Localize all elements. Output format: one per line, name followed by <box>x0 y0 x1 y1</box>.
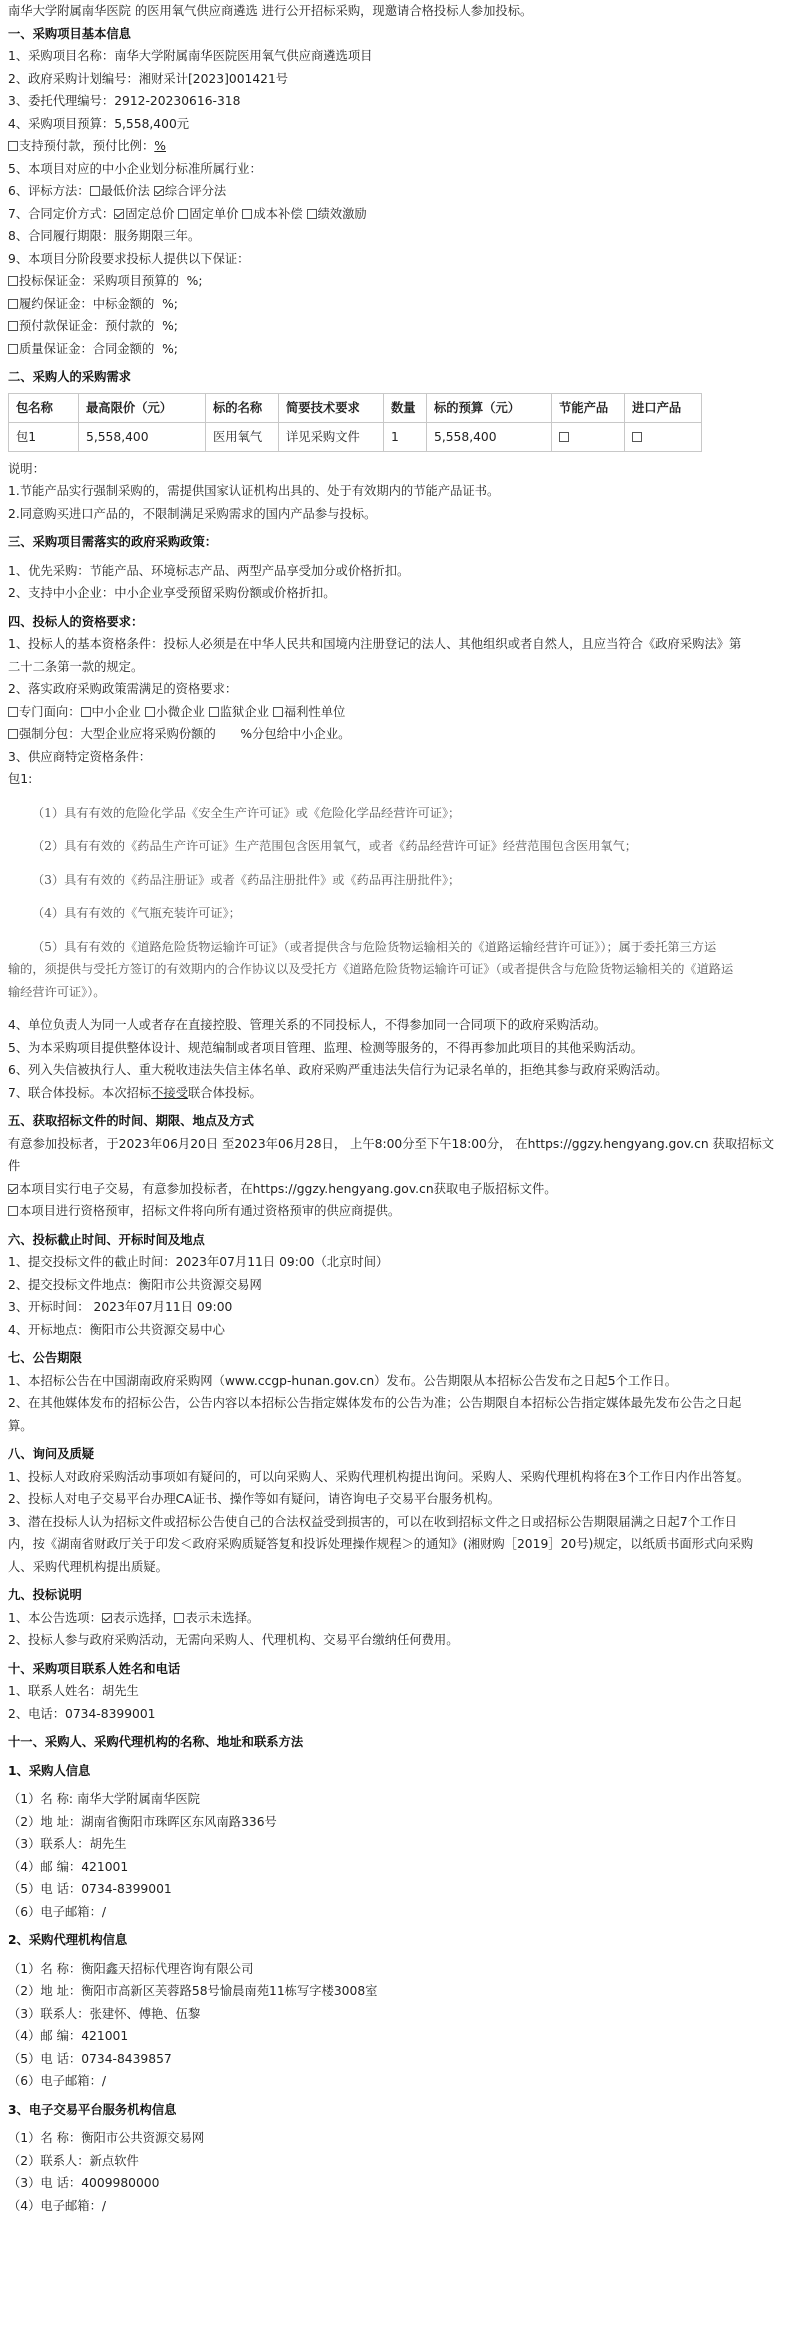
checkbox-icon <box>8 729 18 739</box>
table-cell: 医用氧气 <box>206 422 279 451</box>
checkbox-icon <box>8 299 18 309</box>
agency-heading: 2、采购代理机构信息 <box>8 1933 128 1947</box>
submission-location: 2、提交投标文件地点：衡阳市公共资源交易网 <box>8 1277 262 1292</box>
contract-term: 8、合同履行期限：服务期限三年。 <box>8 229 201 243</box>
column-header: 进口产品 <box>625 393 702 422</box>
note-energy-saving: 1.节能产品实行强制采购的，需提供国家认证机构出具的、处于有效期内的节能产品证书。 <box>8 484 500 498</box>
guarantee-intro: 9、本项目分阶段要求投标人提供以下保证： <box>8 251 250 266</box>
table-cell <box>552 422 625 451</box>
inquiry-rule: 2、投标人对电子交易平台办理CA证书、操作等如有疑问，请咨询电子交易平台服务机构。 <box>8 1492 501 1506</box>
prequalification-option: 本项目进行资格预审，招标文件将向所有通过资格预审的供应商提供。 <box>8 1200 792 1223</box>
agency-number: 3、委托代理编号：2912-20230616-318 <box>8 94 241 108</box>
column-header: 节能产品 <box>552 393 625 422</box>
section-heading-qualifications: 四、投标人的资格要求： <box>8 614 144 629</box>
buyer-name: （1）名 称: 南华大学附属南华医院 <box>8 1792 200 1806</box>
policy-priority: 1、优先采购：节能产品、环境标志产品、两型产品享受加分或价格折扣。 <box>8 563 410 578</box>
section-heading-basic-info: 一、采购项目基本信息 <box>8 26 131 41</box>
checkbox-icon <box>632 432 642 442</box>
evaluation-method: 6、评标方法： 最低价法 综合评分法 <box>8 184 227 198</box>
column-header: 数量 <box>384 393 427 422</box>
table-cell: 包1 <box>9 422 79 451</box>
section-heading-announcement-period: 七、公告期限 <box>8 1351 82 1365</box>
electronic-trading-option: 本项目实行电子交易，有意参加投标者，在https://ggzy.hengyang.gov.cn获取电子版招标文件。 <box>8 1178 792 1201</box>
checkbox-icon <box>8 321 18 331</box>
submission-deadline: 1、提交投标文件的截止时间：2023年07月11日 09:00（北京时间） <box>8 1255 389 1269</box>
platform-phone: （3）电 话：4009980000 <box>8 2176 160 2190</box>
contact-phone: 2、电话：0734-8399001 <box>8 1706 156 1721</box>
agency-phone: （5）电 话：0734-8439857 <box>8 2051 172 2066</box>
platform-heading: 3、电子交易平台服务机构信息 <box>8 2102 177 2117</box>
buyer-phone: （5）电 话：0734-8399001 <box>8 1882 172 1896</box>
agency-name: （1）名 称：衡阳鑫天招标代理咨询有限公司 <box>8 1961 254 1976</box>
platform-email: （4）电子邮箱：/ <box>8 2198 107 2213</box>
column-header: 标的名称 <box>206 393 279 422</box>
sme-industry: 5、本项目对应的中小企业划分标准所属行业： <box>8 161 262 176</box>
section-heading-deadline: 六、投标截止时间、开标时间及地点 <box>8 1232 205 1247</box>
checkbox-icon <box>174 1613 184 1623</box>
buyer-email: （6）电子邮箱：/ <box>8 1904 107 1919</box>
buyer-address: （2）地 址：湖南省衡阳市珠晖区东风南路336号 <box>8 1814 277 1829</box>
qualification-item: （4）具有有效的《气瓶充装许可证》； <box>32 906 241 920</box>
specific-qualification: 3、供应商特定资格条件： <box>8 749 152 764</box>
challenge-rule: 3、潜在投标人认为招标文件或招标公告使自己的合法权益受到损害的，可以在收到招标文件之日或招标公告期限届满之日起7个工作日 <box>8 1514 737 1529</box>
platform-contact: （2）联系人：新点软件 <box>8 2153 139 2168</box>
inquiry-rule: 1、投标人对政府采购活动事项如有疑问的，可以向采购人、采购代理机构提出询问。采购人、采购代理机构将在3个工作日内作出答复。 <box>8 1469 750 1484</box>
section-heading-obtain-documents: 五、获取招标文件的时间、期限、地点及方式 <box>8 1114 254 1128</box>
note-import: 2.同意购买进口产品的，不限制满足采购需求的国内产品参与投标。 <box>8 506 377 521</box>
checkbox-icon <box>307 209 317 219</box>
qualification-rule: 6、列入失信被执行人、重大税收违法失信主体名单、政府采购严重违法失信行为记录名单的，拒绝其参与政府采购活动。 <box>8 1063 668 1077</box>
mandatory-subcontract: 强制分包：大型企业应将采购份额的 %分包给中小企业。 <box>8 723 792 746</box>
basic-qualification: 1、投标人的基本资格条件：投标人必须是在中华人民共和国境内注册登记的法人、其他组织或者自然人，且应当符合《政府采购法》第 <box>8 637 742 651</box>
buyer-heading: 1、采购人信息 <box>8 1763 91 1778</box>
guarantee-quality: 质量保证金：合同金额的 %; <box>8 338 792 361</box>
buyer-postcode: （4）邮 编：421001 <box>8 1859 129 1874</box>
checkbox-icon <box>90 186 100 196</box>
agency-email: （6）电子邮箱：/ <box>8 2074 107 2088</box>
column-header: 标的预算（元） <box>427 393 552 422</box>
section-heading-organizations: 十一、采购人、采购代理机构的名称、地址和联系方法 <box>8 1735 304 1749</box>
checkbox-icon <box>178 209 188 219</box>
checked-checkbox-icon <box>8 1184 18 1194</box>
checkbox-icon <box>242 209 252 219</box>
qualification-rule: 4、单位负责人为同一人或者存在直接控股、管理关系的不同投标人，不得参加同一合同项下的政府采购活动。 <box>8 1018 607 1032</box>
checkbox-icon <box>8 1206 18 1216</box>
other-media: 2、在其他媒体发布的招标公告，公告内容以本招标公告指定媒体发布的公告为准；公告期限自本招标公告指定媒体最先发布公告之日起 <box>8 1396 742 1410</box>
guarantee-bid: 投标保证金：采购项目预算的 %; <box>8 270 792 293</box>
checkbox-icon <box>8 344 18 354</box>
guarantee-prepayment: 预付款保证金：预付款的 %; <box>8 315 792 338</box>
option-legend: 1、本公告选项： 表示选择， 表示未选择。 <box>8 1610 260 1625</box>
agency-postcode: （4）邮 编：421001 <box>8 2029 129 2043</box>
qualification-item: （1）具有有效的危险化学品《安全生产许可证》或《危险化学品经营许可证》； <box>32 805 461 820</box>
dedicated-target: 专门面向： 中小企业 小微企业 监狱企业 福利性单位 <box>8 701 792 724</box>
buyer-contact: （3）联系人：胡先生 <box>8 1837 127 1851</box>
checkbox-icon <box>145 707 155 717</box>
section-heading-inquiries: 八、询问及质疑 <box>8 1447 95 1461</box>
announcement-period: 1、本招标公告在中国湖南政府采购网（www.ccgp-hunan.gov.cn）发布。公告期限从本招标公告发布之日起5个工作日。 <box>8 1373 678 1388</box>
checked-checkbox-icon <box>114 209 124 219</box>
column-header: 最高限价（元） <box>79 393 206 422</box>
opening-time: 3、开标时间： 2023年07月11日 09:00 <box>8 1300 233 1314</box>
section-heading-contact: 十、采购项目联系人姓名和电话 <box>8 1661 181 1676</box>
obtain-period-cont: 件 <box>8 1159 21 1173</box>
table-header-row <box>9 393 702 422</box>
policy-sme: 2、支持中小企业：中小企业享受预留采购份额或价格折扣。 <box>8 586 336 600</box>
qualification-item-cont: 输的，须提供与受托方签订的有效期内的合作协议以及受托方《道路危险货物运输许可证》（或者提供含与危险货物运输相关的《道路运 <box>8 962 734 976</box>
section-heading-policies: 三、采购项目需落实的政府采购政策： <box>8 535 218 549</box>
opening-location: 4、开标地点：衡阳市公共资源交易中心 <box>8 1322 225 1337</box>
note-label: 说明： <box>8 461 45 476</box>
guarantee-performance: 履约保证金：中标金额的 %; <box>8 293 792 316</box>
section-heading-bid-notes: 九、投标说明 <box>8 1588 82 1602</box>
agency-contact: （3）联系人：张建怀、傅艳、伍黎 <box>8 2006 201 2021</box>
checkbox-icon <box>273 707 283 717</box>
table-cell: 5,558,400 <box>427 422 552 451</box>
column-header: 简要技术要求 <box>279 393 384 422</box>
consortium-rule: 7、联合体投标。本次招标不接受联合体投标。 <box>8 1085 262 1100</box>
basic-qualification-cont: 二十二条第一款的规定。 <box>8 659 144 674</box>
table-cell: 5,558,400 <box>79 422 206 451</box>
contract-pricing: 7、合同定价方式： 固定总价 固定单价 成本补偿 绩效激励 <box>8 206 367 221</box>
platform-name: （1）名 称：衡阳市公共资源交易网 <box>8 2131 205 2145</box>
checked-checkbox-icon <box>154 186 164 196</box>
agency-address: （2）地 址：衡阳市高新区芙蓉路58号愉晨南苑11栋写字楼3008室 <box>8 1984 378 1998</box>
challenge-rule-cont: 人、采购代理机构提出质疑。 <box>8 1559 168 1574</box>
checkbox-icon <box>8 707 18 717</box>
qualification-rule: 5、为本采购项目提供整体设计、规范编制或者项目管理、监理、检测等服务的，不得再参加此项目的其他采购活动。 <box>8 1040 643 1055</box>
contact-name: 1、联系人姓名：胡先生 <box>8 1684 139 1698</box>
obtain-period: 有意参加投标者，于2023年06月20日 至2023年06月28日， 上午8:00分至下午18:00分， 在https://ggzy.hengyang.gov.cn 获取招标文 <box>8 1136 775 1151</box>
table-cell <box>625 422 702 451</box>
checkbox-icon <box>209 707 219 717</box>
checked-checkbox-icon <box>102 1613 112 1623</box>
section-heading-requirements: 二、采购人的采购需求 <box>8 370 131 384</box>
table-cell: 1 <box>384 422 427 451</box>
qualification-item-cont: 输经营许可证》）。 <box>8 984 106 999</box>
prepayment-option: 支持预付款，预付比例：% <box>8 135 792 158</box>
no-fee-note: 2、投标人参与政府采购活动，无需向采购人、代理机构、交易平台缴纳任何费用。 <box>8 1633 459 1647</box>
package-label: 包1: <box>8 772 33 786</box>
qualification-item: （2）具有有效的《药品生产许可证》生产范围包含医用氧气，或者《药品经营许可证》经营范围包含医用氧气； <box>32 839 637 853</box>
policy-qualification: 2、落实政府采购政策需满足的资格要求： <box>8 682 238 696</box>
other-media-cont: 算。 <box>8 1418 33 1433</box>
project-budget: 4、采购项目预算：5,558,400元 <box>8 116 190 131</box>
plan-number: 2、政府采购计划编号：湘财采计[2023]001421号 <box>8 71 289 86</box>
checkbox-icon <box>559 432 569 442</box>
checkbox-icon <box>8 276 18 286</box>
checkbox-icon <box>8 141 18 151</box>
qualification-item: （3）具有有效的《药品注册证》或者《药品注册批件》或《药品再注册批件》； <box>32 872 461 887</box>
table-cell: 详见采购文件 <box>279 422 384 451</box>
challenge-rule-cont: 内，按《湖南省财政厅关于印发＜政府采购质疑答复和投诉处理操作规程＞的通知》(湘财购［2019］20号)规定，以纸质书面形式向采购 <box>8 1537 754 1551</box>
table-row <box>9 422 702 451</box>
checkbox-icon <box>81 707 91 717</box>
intro-text: 南华大学附属南华医院 的医用氧气供应商遴选 进行公开招标采购，现邀请合格投标人参加投标。 <box>8 4 533 18</box>
requirements-table <box>8 393 702 452</box>
column-header: 包名称 <box>9 393 79 422</box>
project-name: 1、采购项目名称：南华大学附属南华医院医用氧气供应商遴选项目 <box>8 49 373 63</box>
qualification-item: （5）具有有效的《道路危险货物运输许可证》（或者提供含与危险货物运输相关的《道路运输经营许可证》）；属于委托第三方运 <box>32 939 717 954</box>
